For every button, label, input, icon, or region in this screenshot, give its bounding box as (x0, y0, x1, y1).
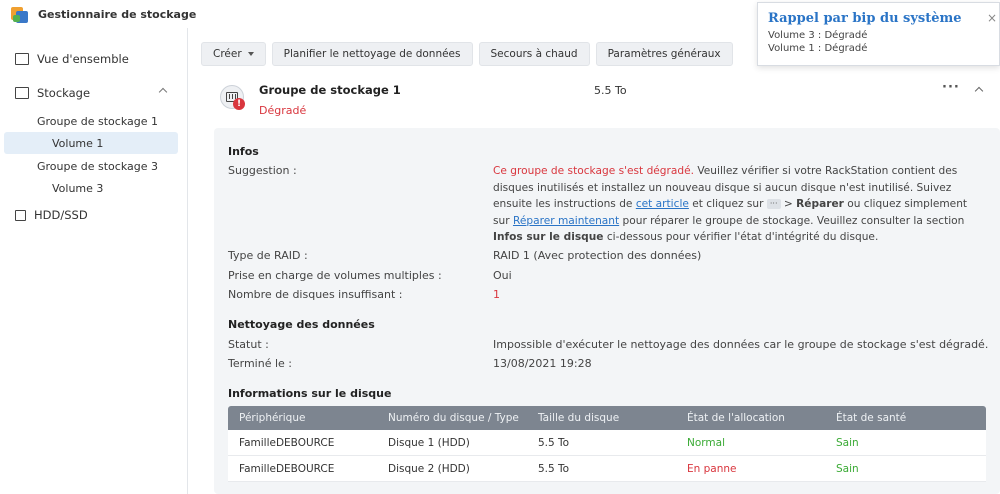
more-options-icon: ··· (767, 199, 781, 209)
sidebar-item-pool-1[interactable] (37, 110, 158, 132)
disk-number-cell: Disque 2 (HDD) (388, 463, 470, 475)
close-icon[interactable]: × (986, 11, 997, 25)
create-dropdown-button[interactable] (201, 42, 266, 66)
scrub-done-label: Terminé le : (228, 357, 292, 370)
storage-icon (15, 87, 29, 99)
column-header[interactable]: État de l'allocation (687, 412, 785, 424)
info-section-title: Infos (228, 145, 259, 158)
table-row[interactable] (228, 456, 986, 482)
schedule-scrubbing-button[interactable]: Planifier le nettoyage de données (272, 42, 473, 66)
suggestion-part: ci-dessous pour vérifier l'état d'intégrité du disque. (603, 231, 879, 243)
disk-icon (15, 210, 26, 221)
pool-detail-panel (214, 128, 1000, 494)
column-header[interactable]: Taille du disque (538, 412, 620, 424)
hot-spare-button[interactable]: Secours à chaud (479, 42, 590, 66)
sidebar-item-overview[interactable] (0, 47, 188, 71)
sidebar-item-volume-3[interactable] (52, 177, 103, 199)
sidebar-item-hdd-ssd[interactable] (0, 203, 188, 227)
storage-pool-header[interactable] (201, 74, 1000, 128)
storage-manager-icon (10, 5, 28, 23)
article-link[interactable]: cet article (635, 198, 689, 210)
disk-table-header (228, 406, 986, 430)
suggestion-label: Suggestion : (228, 164, 297, 177)
suggestion-part: > (780, 198, 797, 210)
repair-label: Réparer (796, 198, 844, 210)
sidebar-item-label: Groupe de stockage 3 (37, 159, 158, 173)
sidebar-item-label: HDD/SSD (34, 208, 88, 222)
device-cell: FamilleDEBOURCE (239, 437, 335, 449)
chevron-up-icon[interactable] (159, 88, 167, 96)
sidebar-item-label: Stockage (37, 86, 91, 100)
scrub-status-label: Statut : (228, 338, 269, 351)
more-options-button[interactable]: ··· (942, 80, 960, 95)
sidebar-item-storage[interactable] (0, 81, 188, 105)
repair-now-link[interactable]: Réparer maintenant (512, 214, 620, 227)
pool-name: Groupe de stockage 1 (259, 83, 401, 97)
overview-icon (15, 53, 29, 65)
disk-table (228, 406, 986, 475)
general-settings-button[interactable]: Paramètres généraux (596, 42, 733, 66)
health-status-cell: Sain (836, 463, 859, 475)
device-cell: FamilleDEBOURCE (239, 463, 335, 475)
disk-size-cell: 5.5 To (538, 463, 570, 475)
sidebar-item-label: Volume 1 (52, 136, 104, 150)
disk-info-section-title: Informations sur le disque (228, 387, 392, 400)
suggestion-text (493, 163, 983, 246)
disk-info-label: Infos sur le disque (493, 231, 604, 243)
suggestion-part: Veuillez vérifier si votre RackStation contient des disques inutilisés et installez un nouveau disque si aucun disque n'est inutilisé. Suivez ensuite les instructions de (493, 165, 958, 210)
multi-volume-value: Oui (493, 269, 512, 282)
pool-size: 5.5 To (594, 84, 627, 97)
caret-down-icon (248, 52, 254, 56)
suggestion-warning: Ce groupe de stockage s'est dégradé. (493, 165, 694, 177)
raid-type-label: Type de RAID : (228, 249, 308, 262)
notification-title: Rappel par bip du système (768, 11, 962, 26)
multi-volume-label: Prise en charge de volumes multiples : (228, 269, 442, 282)
scrub-status-value: Impossible d'exécuter le nettoyage des données car le groupe de stockage s'est dégradé. (493, 338, 989, 351)
beep-notification-popup[interactable] (757, 2, 1000, 66)
column-header[interactable]: Périphérique (239, 412, 306, 424)
collapse-icon[interactable] (974, 84, 984, 94)
column-header[interactable]: État de santé (836, 412, 907, 424)
scrub-done-value: 13/08/2021 19:28 (493, 357, 592, 370)
app-title: Gestionnaire de stockage (38, 7, 197, 21)
sidebar-item-label: Vue d'ensemble (37, 52, 129, 66)
sidebar-item-volume-1[interactable] (4, 132, 178, 154)
allocation-status-cell: En panne (687, 463, 737, 475)
sidebar (0, 28, 188, 494)
disk-number-cell: Disque 1 (HDD) (388, 437, 470, 449)
suggestion-part: ou cliquez simplement sur (493, 198, 968, 227)
toolbar (201, 42, 733, 66)
sidebar-item-pool-3[interactable] (37, 155, 158, 177)
allocation-status-cell: Normal (687, 437, 725, 449)
insufficient-disks-value: 1 (493, 288, 500, 301)
error-badge-icon: ! (233, 98, 245, 110)
column-header[interactable]: Numéro du disque / Type (388, 412, 519, 424)
suggestion-part: pour réparer le groupe de stockage. Veuillez consulter la section (619, 214, 965, 227)
raid-type-value: RAID 1 (Avec protection des données) (493, 249, 702, 262)
sidebar-item-label: Groupe de stockage 1 (37, 114, 158, 128)
suggestion-part: et cliquez sur (688, 198, 767, 210)
sidebar-item-label: Volume 3 (52, 181, 104, 195)
disk-size-cell: 5.5 To (538, 437, 570, 449)
table-row[interactable] (228, 430, 986, 456)
notification-line: Volume 1 : Dégradé (768, 43, 868, 54)
pool-status: Dégradé (259, 104, 307, 117)
health-status-cell: Sain (836, 437, 859, 449)
insufficient-disks-label: Nombre de disques insuffisant : (228, 288, 403, 301)
create-label: Créer (213, 48, 242, 60)
scrubbing-section-title: Nettoyage des données (228, 318, 375, 331)
notification-line: Volume 3 : Dégradé (768, 30, 868, 41)
